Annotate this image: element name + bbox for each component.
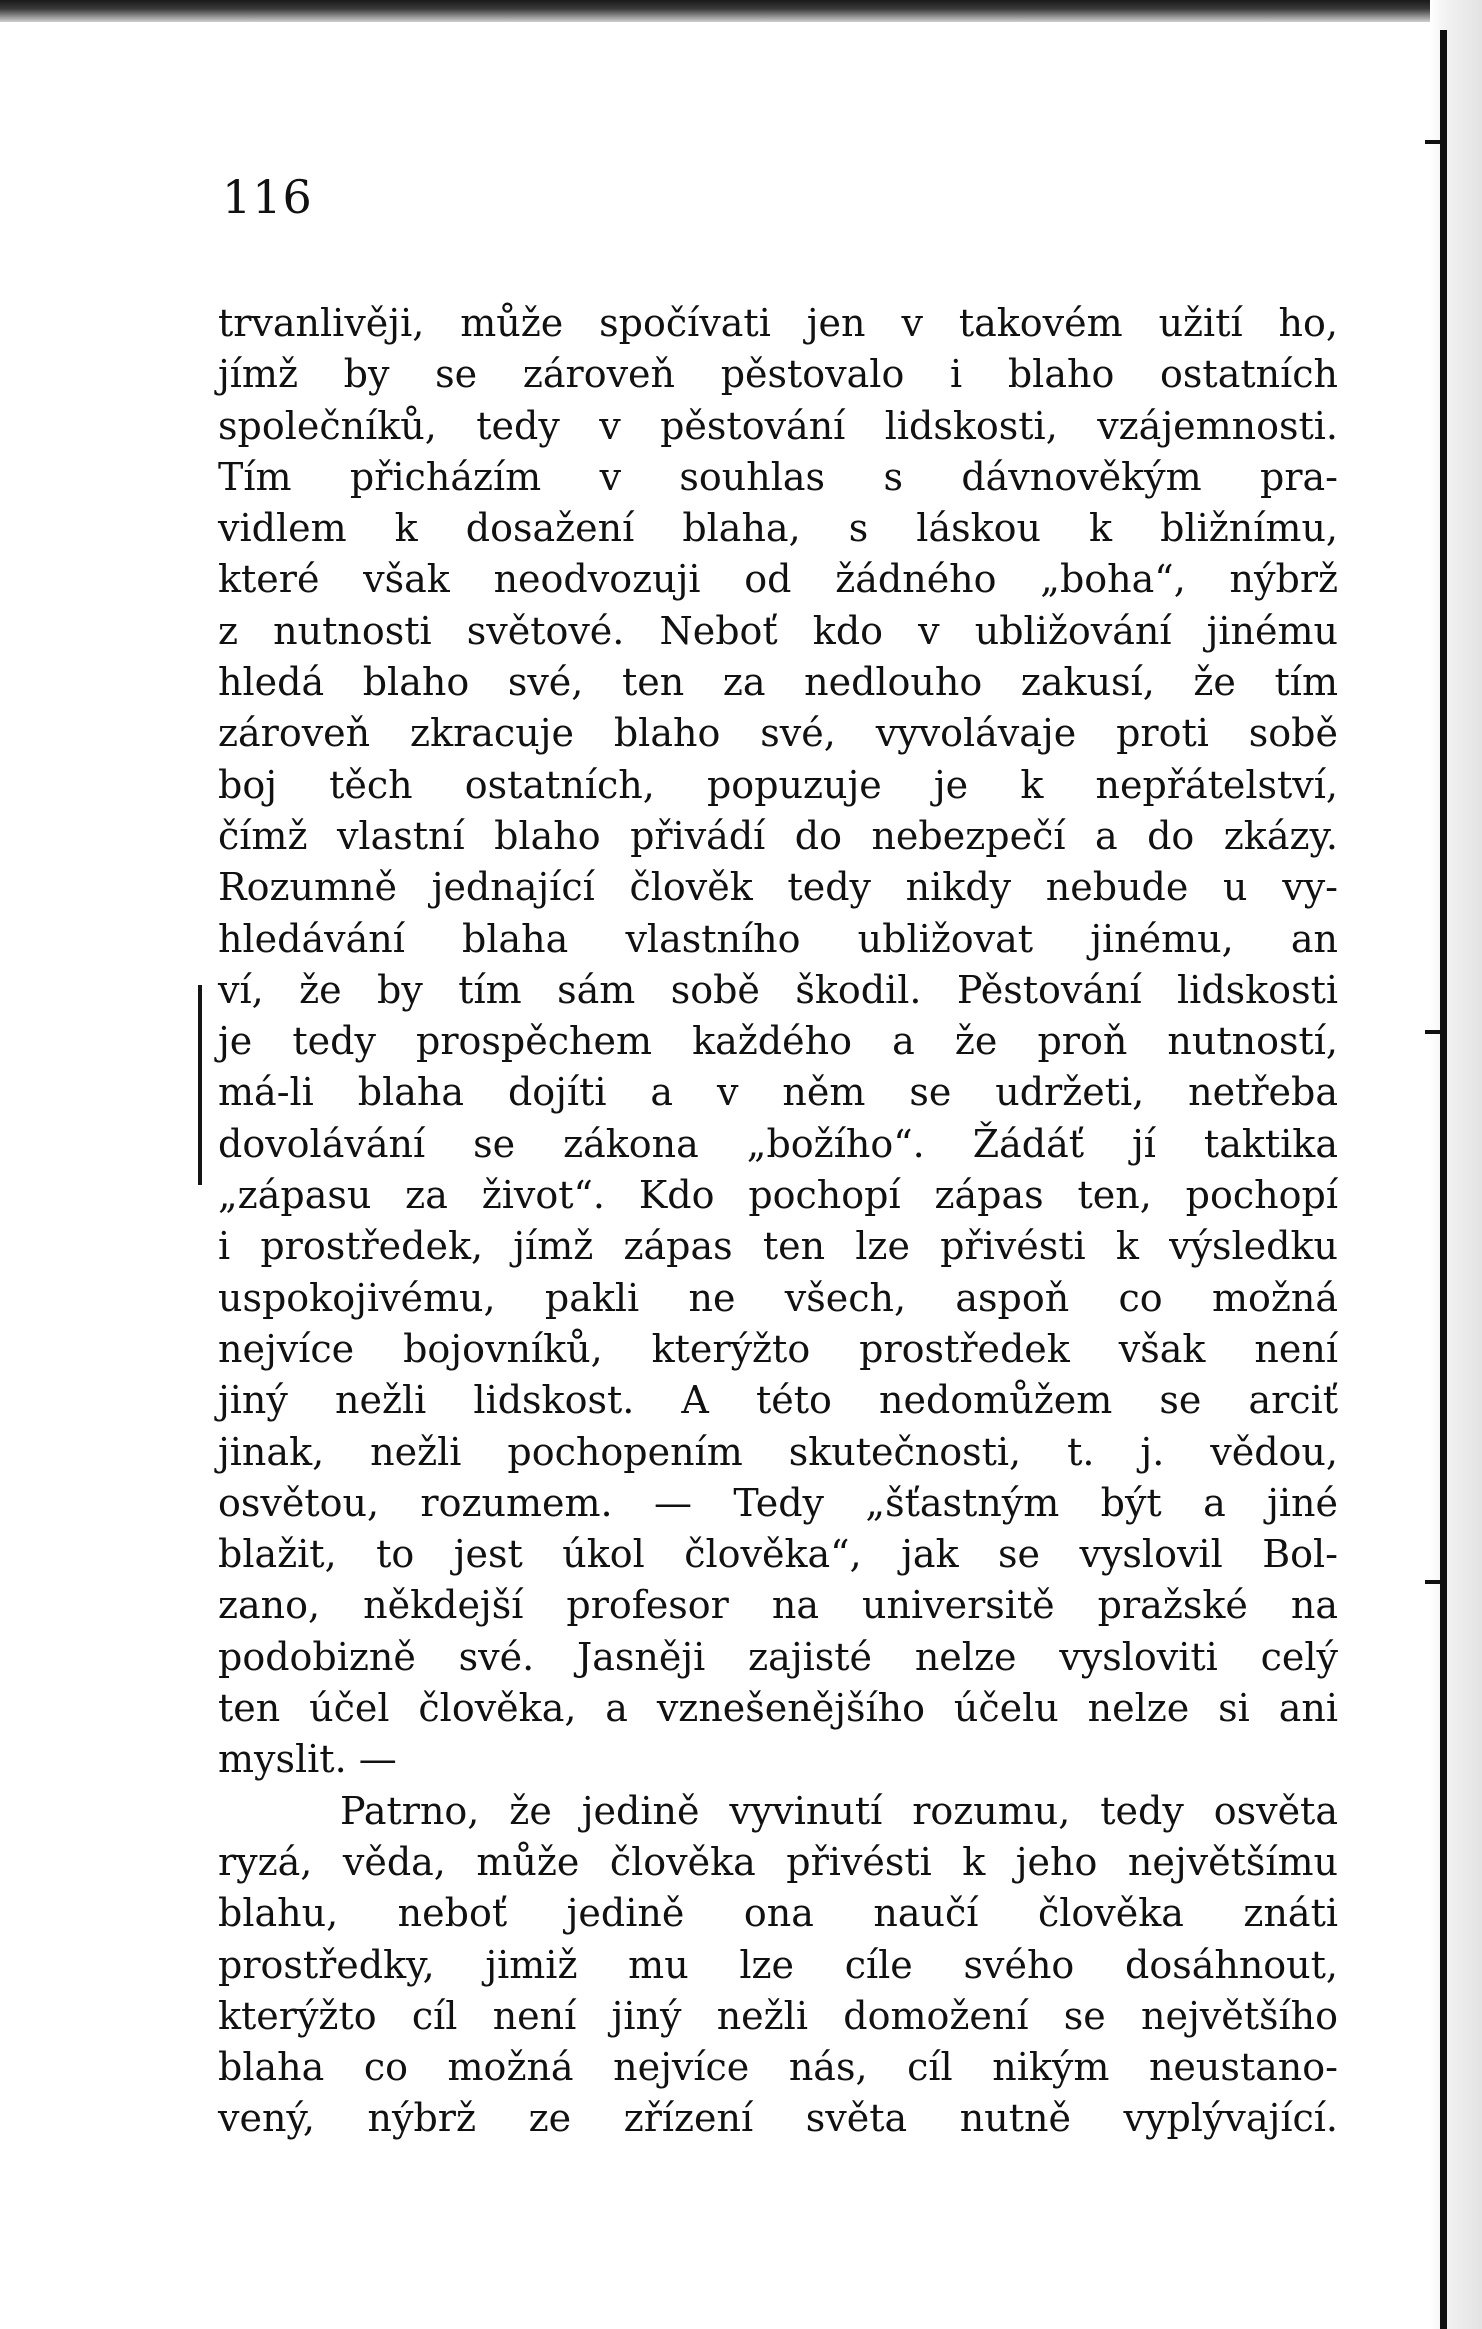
text-line: kterýžto cíl není jiný nežli domožení se největšího: [218, 1993, 1338, 2038]
text-line: dovolávání se zákona „božího“. Žádáť jí taktika: [218, 1121, 1338, 1166]
text-line: ví, že by tím sám sobě škodil. Pěstování lidskosti: [218, 967, 1338, 1012]
page-body: [218, 298, 1338, 2145]
scan-right-edge: [1430, 0, 1482, 2329]
text-line: vený, nýbrž ze zřízení světa nutně vyplývající.: [218, 2096, 1338, 2141]
text-line: podobizně své. Jasněji zajisté nelze vysloviti celý: [218, 1634, 1338, 1679]
text-line: čímž vlastní blaho přivádí do nebezpečí a do zkázy.: [218, 813, 1338, 858]
text-line: Rozumně jednající člověk tedy nikdy nebude u vy-: [218, 865, 1338, 910]
text-line: osvětou, rozumem. — Tedy „šťastným být a jiné: [218, 1480, 1338, 1525]
text-line: jiný nežli lidskost. A této nedomůžem se arciť: [218, 1378, 1338, 1423]
text-line: je tedy prospěchem každého a že proň nutností,: [218, 1019, 1338, 1064]
binding-rule: [1440, 30, 1447, 2329]
text-line: hledá blaho své, ten za nedlouho zakusí, že tím: [218, 660, 1338, 705]
text-line: i prostředek, jímž zápas ten lze přivésti k výsledku: [218, 1224, 1338, 1269]
text-line: uspokojivému, pakli ne všech, aspoň co možná: [218, 1275, 1338, 1320]
text-line: „zápasu za život“. Kdo pochopí zápas ten, pochopí: [218, 1173, 1338, 1218]
text-line: boj těch ostatních, popuzuje je k nepřátelství,: [218, 762, 1338, 807]
text-line: Tím přicházím v souhlas s dávnověkým pra-: [218, 454, 1338, 499]
text-line: společníků, tedy v pěstování lidskosti, vzájemnosti.: [218, 403, 1338, 448]
text-line: zároveň zkracuje blaho své, vyvolávaje proti sobě: [218, 711, 1338, 756]
text-line: prostředky, jimiž mu lze cíle svého dosáhnout,: [218, 1942, 1338, 1987]
binding-tick: [1425, 1030, 1447, 1034]
text-line: blažit, to jest úkol člověka“, jak se vyslovil Bol-: [218, 1532, 1338, 1577]
text-line: z nutnosti světové. Neboť kdo v ubližování jinému: [218, 608, 1338, 653]
binding-tick: [1425, 1580, 1447, 1584]
text-line: má-li blaha dojíti a v něm se udržeti, netřeba: [218, 1070, 1338, 1115]
text-line: nejvíce bojovníků, kterýžto prostředek však není: [218, 1326, 1338, 1371]
margin-mark: [198, 985, 202, 1185]
text-line: Patrno, že jedině vyvinutí rozumu, tedy osvěta: [340, 1788, 1338, 1833]
text-line: myslit. —: [218, 1737, 397, 1782]
text-line: blahu, neboť jedině ona naučí člověka znáti: [218, 1891, 1338, 1936]
scan-top-edge: [0, 0, 1482, 22]
text-line: které však neodvozuji od žádného „boha“, nýbrž: [218, 557, 1338, 602]
page-number: 116: [222, 170, 313, 224]
text-line: ten účel člověka, a vznešenějšího účelu nelze si ani: [218, 1686, 1338, 1731]
text-line: hledávání blaha vlastního ubližovat jinému, an: [218, 916, 1338, 961]
text-line: trvanlivěji, může spočívati jen v takovém užití ho,: [218, 301, 1338, 345]
text-line: jímž by se zároveň pěstovalo i blaho ostatních: [218, 352, 1338, 397]
text-line: blaha co možná nejvíce nás, cíl nikým neustano-: [218, 2045, 1338, 2090]
text-line: jinak, nežli pochopením skutečnosti, t. j. vědou,: [218, 1429, 1338, 1474]
binding-tick: [1425, 140, 1447, 144]
text-line: zano, někdejší profesor na universitě pražské na: [218, 1583, 1338, 1628]
text-line: vidlem k dosažení blaha, s láskou k bližnímu,: [218, 506, 1338, 551]
text-line: ryzá, věda, může člověka přivésti k jeho největšímu: [218, 1839, 1338, 1884]
